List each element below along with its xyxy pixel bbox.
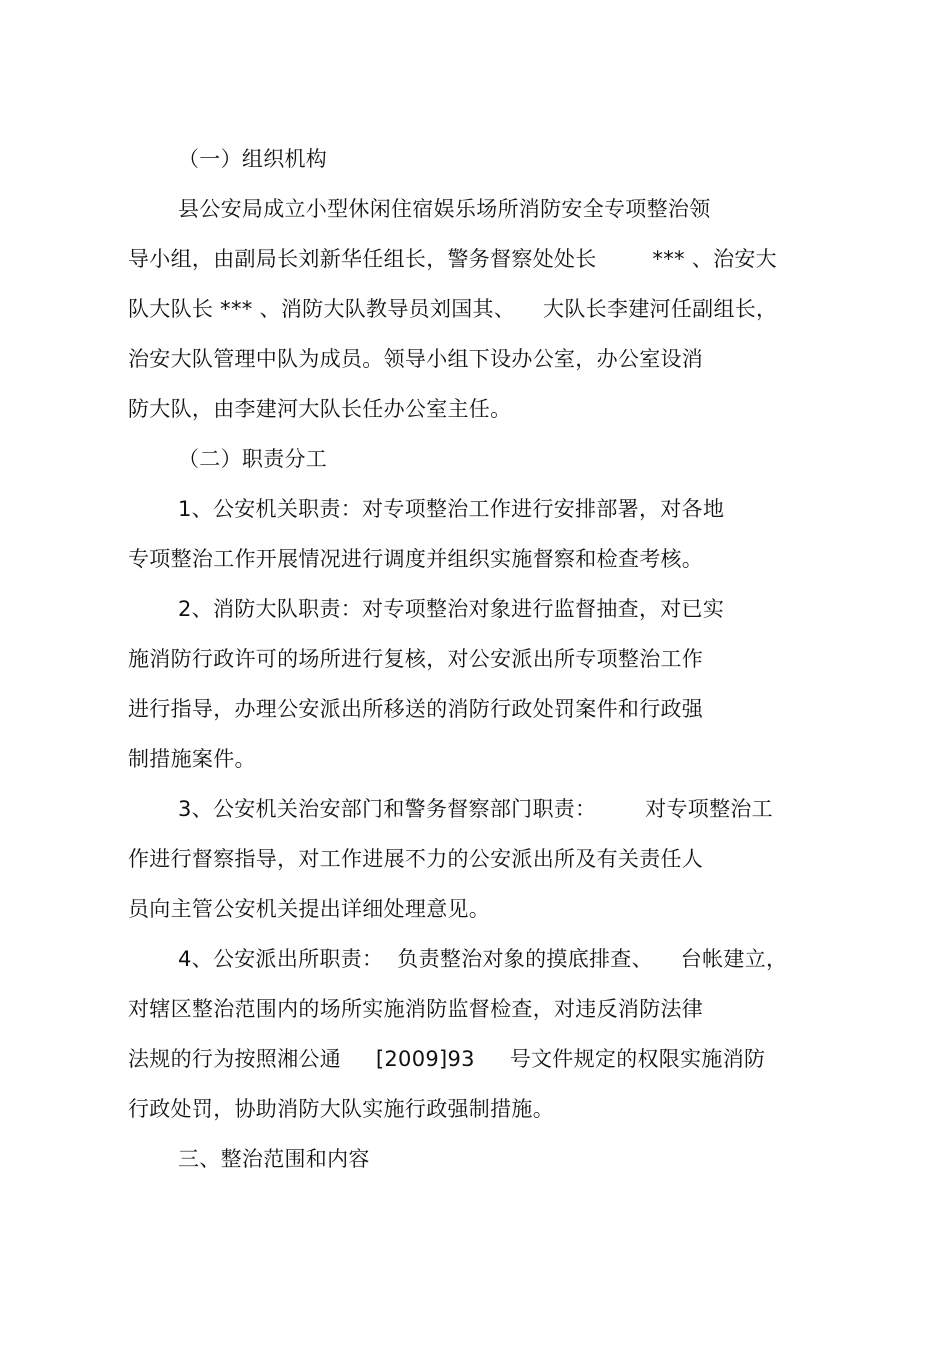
paragraph-line: 队大队长 *** 、消防大队教导员刘国其、 大队长李建河任副组长， [128,297,778,321]
paragraph-line: 行政处罚，协助消防大队实施行政强制措施。 [128,1097,554,1121]
paragraph-line: 施消防行政许可的场所进行复核，对公安派出所专项整治工作 [128,647,704,671]
paragraph-line: 3、公安机关治安部门和警务督察部门职责： 对专项整治工 [178,797,773,821]
paragraph-line: 2、消防大队职责：对专项整治对象进行监督抽查，对已实 [178,597,725,621]
paragraph-line: 对辖区整治范围内的场所实施消防监督检查，对违反消防法律 [128,997,704,1021]
paragraph-line: 导小组，由副局长刘新华任组长，警务督察处处长 *** 、治安大 [128,247,777,271]
paragraph-line: 4、公安派出所职责： 负责整治对象的摸底排查、 台帐建立， [178,947,788,971]
paragraph-line: 制措施案件。 [128,747,256,771]
section-heading-duties: （二）职责分工 [178,447,328,471]
paragraph-line: 员向主管公安机关提出详细处理意见。 [128,897,491,921]
paragraph-line: 县公安局成立小型休闲住宿娱乐场所消防安全专项整治领 [178,197,711,221]
paragraph-line: 作进行督察指导，对工作进展不力的公安派出所及有关责任人 [128,847,704,871]
section-heading-scope: 三、整治范围和内容 [178,1147,370,1171]
paragraph-line: 1、公安机关职责：对专项整治工作进行安排部署，对各地 [178,497,725,521]
paragraph-line: 治安大队管理中队为成员。领导小组下设办公室，办公室设消 [128,347,704,371]
paragraph-line: 法规的行为按照湘公通 [2009]93 号文件规定的权限实施消防 [128,1047,766,1071]
paragraph-line: 防大队，由李建河大队长任办公室主任。 [128,397,512,421]
paragraph-line: 进行指导，办理公安派出所移送的消防行政处罚案件和行政强 [128,697,704,721]
paragraph-line: 专项整治工作开展情况进行调度并组织实施督察和检查考核。 [128,547,704,571]
section-heading-organization: （一）组织机构 [178,147,328,171]
